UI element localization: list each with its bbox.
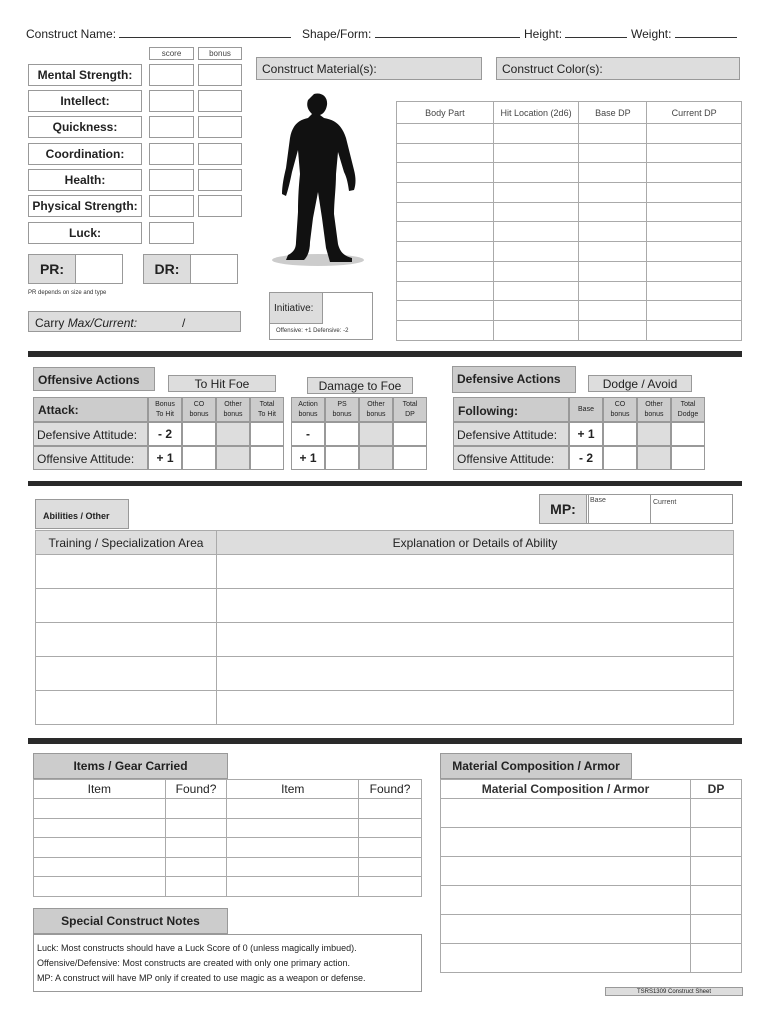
items-tab: Items / Gear Carried xyxy=(33,753,228,779)
notes-line: MP: A construct will have MP only if created to use magic as a weapon or defense. xyxy=(37,973,366,983)
body-table-cell[interactable] xyxy=(493,301,579,321)
initiative-note: Offensive: +1 Defensive: -2 xyxy=(276,328,349,334)
item-cell[interactable] xyxy=(227,818,359,838)
body-table-cell[interactable] xyxy=(647,143,742,163)
items-table xyxy=(33,779,422,897)
to-hit-input[interactable] xyxy=(216,446,250,470)
height-field[interactable] xyxy=(524,27,627,41)
attitude-label: Offensive Attitude: xyxy=(33,446,148,470)
to-hit-bonus-value: - 2 xyxy=(148,422,182,446)
weight-label: Weight: xyxy=(631,27,672,41)
table-row xyxy=(36,623,734,657)
body-table-cell[interactable] xyxy=(579,320,647,340)
dodge-input[interactable] xyxy=(637,446,671,470)
table-row xyxy=(34,857,422,877)
material-cell[interactable] xyxy=(441,886,691,915)
attribute-label: Coordination: xyxy=(28,143,142,165)
material-tab: Material Composition / Armor xyxy=(440,753,632,779)
dodge-column-header xyxy=(569,397,603,422)
to-hit-column-header xyxy=(216,397,250,422)
body-table-cell[interactable] xyxy=(579,163,647,183)
found-cell[interactable] xyxy=(359,799,422,819)
column-header-line: bonus xyxy=(223,411,243,418)
body-table-cell[interactable] xyxy=(397,222,494,242)
abilities-table xyxy=(35,530,734,725)
body-table-cell[interactable] xyxy=(647,183,742,203)
body-table-cell[interactable] xyxy=(579,222,647,242)
attribute-score-input[interactable] xyxy=(149,222,194,244)
body-table-cell[interactable] xyxy=(647,242,742,262)
construct-color-field[interactable]: Construct Color(s): xyxy=(496,57,740,80)
ability-detail-cell[interactable] xyxy=(217,691,734,725)
body-table-cell[interactable] xyxy=(579,143,647,163)
item-cell[interactable] xyxy=(227,799,359,819)
body-table-header: Base DP xyxy=(579,102,647,124)
dodge-base-value: - 2 xyxy=(569,446,603,470)
dodge-input[interactable] xyxy=(603,422,637,446)
dodge-input[interactable] xyxy=(637,422,671,446)
pr-box[interactable] xyxy=(28,254,123,284)
section-divider xyxy=(28,738,742,744)
to-hit-column-header xyxy=(250,397,284,422)
attribute-label: Mental Strength: xyxy=(28,64,142,86)
column-header-line: bonus xyxy=(298,411,318,418)
abilities-header-explanation: Explanation or Details of Ability xyxy=(217,531,734,555)
body-table-cell[interactable] xyxy=(493,320,579,340)
item-cell[interactable] xyxy=(34,877,166,897)
damage-input[interactable] xyxy=(325,446,359,470)
pr-label: PR: xyxy=(28,254,76,284)
dr-box[interactable] xyxy=(143,254,238,284)
body-table-cell[interactable] xyxy=(579,202,647,222)
found-cell[interactable] xyxy=(165,857,227,877)
column-header-line: bonus xyxy=(366,411,386,418)
column-header-line: To Hit xyxy=(156,411,174,418)
material-dp-cell[interactable] xyxy=(691,944,742,973)
body-part-table xyxy=(396,101,742,341)
items-table-header: Found? xyxy=(165,780,227,799)
attribute-bonus-input[interactable] xyxy=(198,169,242,191)
construct-name-field[interactable] xyxy=(26,27,291,41)
damage-input[interactable] xyxy=(325,422,359,446)
column-header-line: bonus xyxy=(610,411,630,418)
material-cell[interactable] xyxy=(441,944,691,973)
mp-current-label: Current xyxy=(653,499,677,506)
material-dp-cell[interactable] xyxy=(691,857,742,886)
attribute-bonus-input[interactable] xyxy=(198,116,242,138)
attribute-label: Quickness: xyxy=(28,116,142,138)
action-bonus-value: + 1 xyxy=(291,446,325,470)
material-cell[interactable] xyxy=(441,857,691,886)
column-header-line: Dodge xyxy=(677,411,699,418)
table-row xyxy=(36,657,734,691)
table-row xyxy=(397,222,742,242)
table-row xyxy=(34,818,422,838)
body-table-cell[interactable] xyxy=(493,183,579,203)
column-header-line: CO xyxy=(614,401,626,408)
table-row xyxy=(397,301,742,321)
weight-field[interactable] xyxy=(631,27,737,41)
action-bonus-value: - xyxy=(291,422,325,446)
table-row xyxy=(441,944,742,973)
table-row xyxy=(34,838,422,858)
section-divider xyxy=(28,481,742,486)
table-row xyxy=(36,589,734,623)
dodge-column-header xyxy=(671,397,705,422)
attribute-bonus-input[interactable] xyxy=(198,195,242,217)
notes-line: Offensive/Defensive: Most constructs are created with only one primary action. xyxy=(37,958,350,968)
body-table-cell[interactable] xyxy=(397,242,494,262)
material-dp-cell[interactable] xyxy=(691,886,742,915)
column-header-line: bonus xyxy=(332,411,352,418)
to-hit-column-header xyxy=(148,397,182,422)
column-header-line: bonus xyxy=(644,411,664,418)
body-table-cell[interactable] xyxy=(579,281,647,301)
table-row xyxy=(397,143,742,163)
column-header-line: Other xyxy=(645,401,663,408)
attribute-label: Luck: xyxy=(28,222,142,244)
table-row xyxy=(441,857,742,886)
section-divider xyxy=(28,351,742,357)
attribute-score-input[interactable] xyxy=(149,64,194,86)
found-cell[interactable] xyxy=(165,838,227,858)
material-composition-table xyxy=(440,779,742,973)
table-row xyxy=(34,877,422,897)
defensive-actions-title: Defensive Actions xyxy=(452,366,576,393)
material-dp-header: DP xyxy=(691,780,742,799)
material-dp-cell[interactable] xyxy=(691,799,742,828)
column-header-line: Bonus xyxy=(155,401,175,408)
body-table-cell[interactable] xyxy=(647,301,742,321)
body-table-cell[interactable] xyxy=(493,202,579,222)
attribute-label: Intellect: xyxy=(28,90,142,112)
dodge-column-header xyxy=(637,397,671,422)
body-table-cell[interactable] xyxy=(647,281,742,301)
found-cell[interactable] xyxy=(165,799,227,819)
table-row xyxy=(397,124,742,144)
found-cell[interactable] xyxy=(359,877,422,897)
attribute-score-input[interactable] xyxy=(149,169,194,191)
to-hit-input[interactable] xyxy=(216,422,250,446)
initiative-label: Initiative: xyxy=(269,292,323,324)
found-cell[interactable] xyxy=(359,857,422,877)
score-header: score xyxy=(149,47,194,60)
mp-box[interactable] xyxy=(539,494,733,524)
to-hit-foe-header: To Hit Foe xyxy=(168,375,276,392)
table-row xyxy=(441,799,742,828)
material-cell[interactable] xyxy=(441,828,691,857)
material-cell[interactable] xyxy=(441,799,691,828)
found-cell[interactable] xyxy=(165,877,227,897)
dodge-column-header xyxy=(603,397,637,422)
ability-detail-cell[interactable] xyxy=(217,589,734,623)
body-table-cell[interactable] xyxy=(493,222,579,242)
to-hit-column-header xyxy=(182,397,216,422)
column-header-line: Total xyxy=(259,401,275,408)
damage-column-header xyxy=(325,397,359,422)
material-dp-cell[interactable] xyxy=(691,915,742,944)
found-cell[interactable] xyxy=(165,818,227,838)
attribute-score-input[interactable] xyxy=(149,195,194,217)
column-header-line: Total xyxy=(680,401,696,408)
table-row xyxy=(441,886,742,915)
item-cell[interactable] xyxy=(34,818,166,838)
item-cell[interactable] xyxy=(34,838,166,858)
items-table-header: Found? xyxy=(359,780,422,799)
body-table-cell[interactable] xyxy=(647,202,742,222)
column-header-line: bonus xyxy=(189,411,209,418)
ability-detail-cell[interactable] xyxy=(217,657,734,691)
dr-label: DR: xyxy=(143,254,191,284)
carry-label: Carry xyxy=(35,316,65,330)
dodge-input[interactable] xyxy=(671,422,705,446)
ability-detail-cell[interactable] xyxy=(217,555,734,589)
attribute-score-input[interactable] xyxy=(149,90,194,112)
attribute-score-input[interactable] xyxy=(149,143,194,165)
ability-detail-cell[interactable] xyxy=(217,623,734,657)
shape-form-label: Shape/Form: xyxy=(302,27,372,41)
ability-training-cell[interactable] xyxy=(36,691,217,725)
body-table-cell[interactable] xyxy=(397,183,494,203)
body-table-header: Hit Location (2d6) xyxy=(493,102,579,124)
table-row xyxy=(397,183,742,203)
item-cell[interactable] xyxy=(227,877,359,897)
body-table-cell[interactable] xyxy=(647,163,742,183)
damage-column-header xyxy=(291,397,325,422)
body-table-cell[interactable] xyxy=(579,301,647,321)
column-header-line: PS xyxy=(337,401,347,408)
abilities-header-training: Training / Specialization Area xyxy=(36,531,217,555)
sheet-id-footer: TSRS1309 Construct Sheet xyxy=(605,987,743,996)
item-cell[interactable] xyxy=(227,838,359,858)
to-hit-input[interactable] xyxy=(250,422,284,446)
dodge-input[interactable] xyxy=(671,446,705,470)
to-hit-input[interactable] xyxy=(182,446,216,470)
damage-input[interactable] xyxy=(393,446,427,470)
column-header-line: CO xyxy=(193,401,205,408)
body-table-cell[interactable] xyxy=(647,320,742,340)
damage-column-header xyxy=(359,397,393,422)
notes-box xyxy=(33,934,422,992)
attribute-label: Health: xyxy=(28,169,142,191)
body-table-cell[interactable] xyxy=(397,301,494,321)
to-hit-bonus-value: + 1 xyxy=(148,446,182,470)
attribute-score-input[interactable] xyxy=(149,116,194,138)
table-row xyxy=(36,555,734,589)
table-row xyxy=(397,202,742,222)
column-header-line: Base xyxy=(578,406,594,413)
column-header-line: Other xyxy=(367,401,385,408)
notes-tab: Special Construct Notes xyxy=(33,908,228,934)
found-cell[interactable] xyxy=(359,818,422,838)
dodge-input[interactable] xyxy=(603,446,637,470)
column-header-line: Total xyxy=(402,401,418,408)
body-table-cell[interactable] xyxy=(493,124,579,144)
ability-training-cell[interactable] xyxy=(36,657,217,691)
damage-input[interactable] xyxy=(393,422,427,446)
ability-training-cell[interactable] xyxy=(36,589,217,623)
body-table-cell[interactable] xyxy=(647,222,742,242)
abilities-tab: Abilities / Other xyxy=(35,499,129,529)
shape-form-field[interactable] xyxy=(302,27,520,41)
body-table-cell[interactable] xyxy=(397,320,494,340)
attribute-label: Physical Strength: xyxy=(28,195,142,217)
body-table-header: Current DP xyxy=(647,102,742,124)
body-table-cell[interactable] xyxy=(579,242,647,262)
damage-input[interactable] xyxy=(359,422,393,446)
to-hit-input[interactable] xyxy=(250,446,284,470)
body-table-cell[interactable] xyxy=(493,281,579,301)
body-table-cell[interactable] xyxy=(647,261,742,281)
body-table-cell[interactable] xyxy=(579,124,647,144)
bonus-header: bonus xyxy=(198,47,242,60)
column-header-line: Other xyxy=(224,401,242,408)
body-table-cell[interactable] xyxy=(579,183,647,203)
found-cell[interactable] xyxy=(359,838,422,858)
height-label: Height: xyxy=(524,27,563,41)
notes-line: Luck: Most constructs should have a Luck Score of 0 (unless magically imbued). xyxy=(37,943,357,953)
carry-separator: / xyxy=(182,316,186,330)
items-table-header: Item xyxy=(34,780,166,799)
to-hit-input[interactable] xyxy=(182,422,216,446)
ability-training-cell[interactable] xyxy=(36,623,217,657)
offensive-actions-title: Offensive Actions xyxy=(33,367,155,391)
attitude-label: Defensive Attitude: xyxy=(453,422,569,446)
attack-label: Attack: xyxy=(33,397,148,422)
body-table-cell[interactable] xyxy=(493,261,579,281)
damage-input[interactable] xyxy=(359,446,393,470)
construct-silhouette-image xyxy=(268,92,380,272)
body-table-cell[interactable] xyxy=(397,261,494,281)
body-table-cell[interactable] xyxy=(397,124,494,144)
ability-training-cell[interactable] xyxy=(36,555,217,589)
initiative-box[interactable] xyxy=(269,292,373,340)
table-row xyxy=(397,281,742,301)
table-row xyxy=(397,242,742,262)
attitude-label: Defensive Attitude: xyxy=(33,422,148,446)
body-table-cell[interactable] xyxy=(397,281,494,301)
column-header-line: DP xyxy=(405,411,415,418)
dodge-avoid-header: Dodge / Avoid xyxy=(588,375,692,392)
construct-material-field[interactable]: Construct Material(s): xyxy=(256,57,482,80)
attribute-bonus-input[interactable] xyxy=(198,64,242,86)
item-cell[interactable] xyxy=(34,857,166,877)
column-header-line: To Hit xyxy=(258,411,276,418)
pr-note: PR depends on size and type xyxy=(28,290,107,296)
attitude-label: Offensive Attitude: xyxy=(453,446,569,470)
table-row xyxy=(397,320,742,340)
body-table-cell[interactable] xyxy=(493,242,579,262)
damage-column-header xyxy=(393,397,427,422)
carry-field[interactable] xyxy=(28,311,241,332)
material-table-header: Material Composition / Armor xyxy=(441,780,691,799)
table-row xyxy=(397,163,742,183)
attribute-bonus-input[interactable] xyxy=(198,143,242,165)
body-table-cell[interactable] xyxy=(579,261,647,281)
material-dp-cell[interactable] xyxy=(691,828,742,857)
body-table-cell[interactable] xyxy=(397,163,494,183)
table-row xyxy=(34,799,422,819)
body-table-cell[interactable] xyxy=(493,163,579,183)
body-table-cell[interactable] xyxy=(493,143,579,163)
dodge-base-value: + 1 xyxy=(569,422,603,446)
table-row xyxy=(441,828,742,857)
body-table-cell[interactable] xyxy=(397,143,494,163)
table-row xyxy=(36,691,734,725)
construct-name-label: Construct Name: xyxy=(26,27,117,41)
body-table-cell[interactable] xyxy=(647,124,742,144)
attribute-bonus-input[interactable] xyxy=(198,90,242,112)
table-row xyxy=(441,915,742,944)
carry-italic-label: Max/Current: xyxy=(67,316,138,330)
items-table-header: Item xyxy=(227,780,359,799)
table-row xyxy=(397,261,742,281)
mp-label: MP: xyxy=(539,494,587,524)
damage-to-foe-header: Damage to Foe xyxy=(307,377,413,394)
body-table-cell[interactable] xyxy=(397,202,494,222)
following-label: Following: xyxy=(453,397,569,422)
material-cell[interactable] xyxy=(441,915,691,944)
item-cell[interactable] xyxy=(34,799,166,819)
column-header-line: Action xyxy=(298,401,318,408)
item-cell[interactable] xyxy=(227,857,359,877)
mp-base-label: Base xyxy=(590,497,606,504)
body-table-header: Body Part xyxy=(397,102,494,124)
